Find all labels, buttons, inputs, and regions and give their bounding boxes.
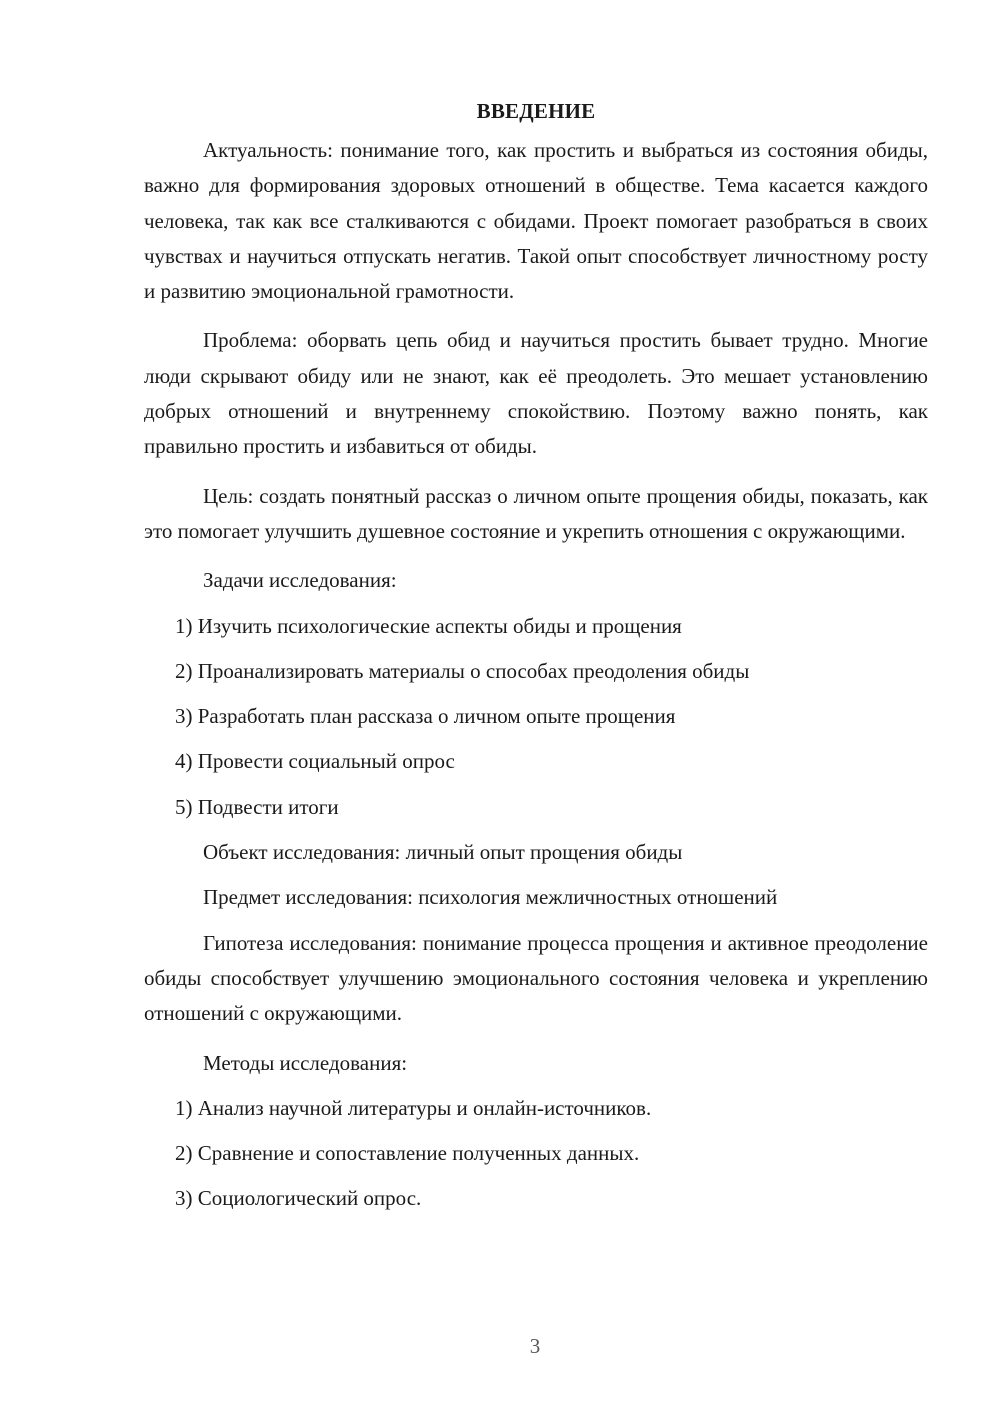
list-item: 4) Провести социальный опрос xyxy=(175,749,455,774)
goal-paragraph: Цель: создать понятный рассказ о личном опыте прощения обиды, показать, как это помогает улучшить душевное состояние и укрепить отношения с окружающими. xyxy=(144,483,928,543)
hypothesis-paragraph: Гипотеза исследования: понимание процесса прощения и активное преодоление обиды способствует улучшению эмоционального состояния человека и укреплению отношений с окружающими. xyxy=(144,930,928,1026)
tasks-list xyxy=(144,609,928,825)
methods-heading: Методы исследования: xyxy=(203,1050,408,1075)
section-title: ВВЕДЕНИЕ xyxy=(476,99,596,123)
object-paragraph: Объект исследования: личный опыт прощения обиды xyxy=(203,840,683,865)
methods-list xyxy=(144,1091,928,1217)
list-item: 1) Анализ научной литературы и онлайн-источников. xyxy=(175,1095,652,1120)
page-number: 3 xyxy=(529,1334,541,1358)
page-content xyxy=(144,95,928,1227)
problem-paragraph: Проблема: оборвать цепь обид и научиться простить бывает трудно. Многие люди скрывают обиду или не знают, как её преодолеть. Это мешает установлению добрых отношений и внутреннему спокойствию. Поэтому важно понять, как правильно простить и избавиться от обиды. xyxy=(144,328,928,459)
subject-paragraph: Предмет исследования: психология межличностных отношений xyxy=(203,885,778,910)
tasks-heading: Задачи исследования: xyxy=(203,568,397,593)
list-item: 1) Изучить психологические аспекты обиды и прощения xyxy=(175,613,682,638)
list-item: 2) Сравнение и сопоставление полученных данных. xyxy=(175,1141,640,1166)
list-item: 5) Подвести итоги xyxy=(175,794,339,819)
list-item: 2) Проанализировать материалы о способах преодоления обиды xyxy=(175,658,750,683)
list-item: 3) Разработать план рассказа о личном опыте прощения xyxy=(175,704,676,729)
relevance-paragraph: Актуальность: понимание того, как простить и выбраться из состояния обиды, важно для формирования здоровых отношений в обществе. Тема касается каждого человека, так как все сталкиваются с обидами. Проект помогает разобраться в своих чувствах и научиться отпускать негатив. Такой опыт способствует личностному росту и развитию эмоциональной грамотности. xyxy=(144,138,928,304)
list-item: 3) Социологический опрос. xyxy=(175,1186,422,1211)
